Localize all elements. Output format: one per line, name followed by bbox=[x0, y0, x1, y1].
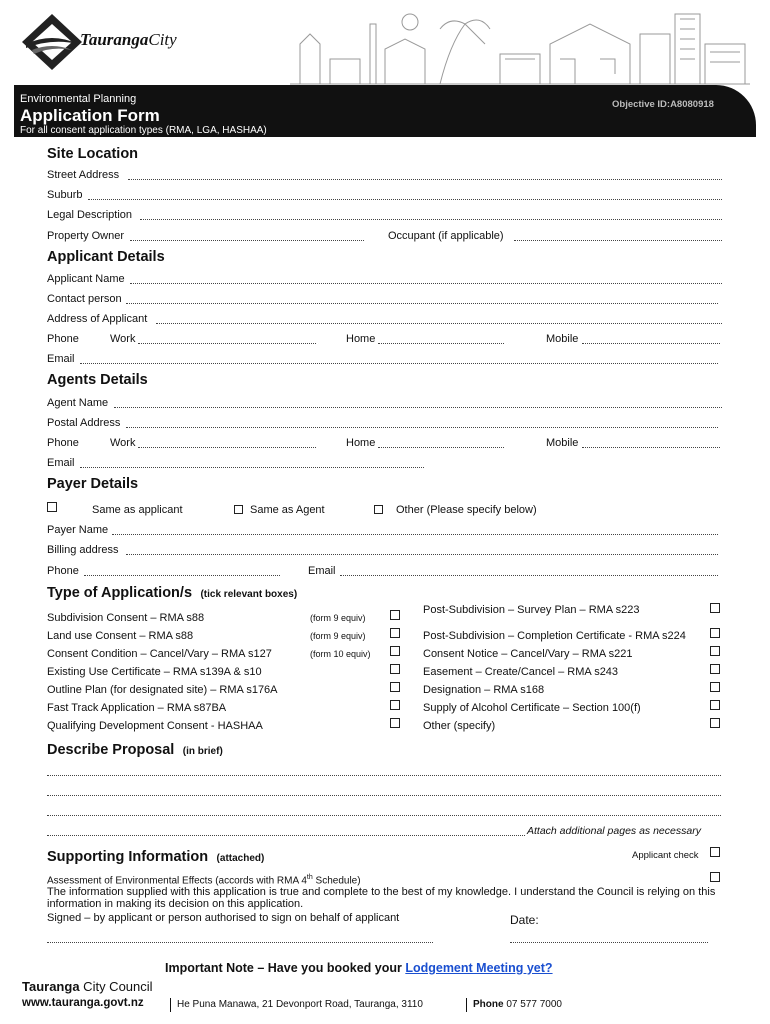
type-heading-text: Type of Application/s bbox=[47, 585, 193, 601]
type-right-checkbox[interactable] bbox=[710, 628, 720, 638]
applicant-home-label: Home bbox=[346, 333, 376, 345]
agent-mobile-field[interactable] bbox=[582, 447, 720, 448]
type-right-checkbox[interactable] bbox=[710, 682, 720, 692]
postal-address-label: Postal Address bbox=[47, 417, 121, 429]
logo-city: City bbox=[148, 30, 177, 49]
logo-mark-icon bbox=[22, 14, 82, 70]
type-left-form: (form 10 equiv) bbox=[310, 649, 371, 659]
type-left-label: Consent Condition – Cancel/Vary – RMA s127 bbox=[47, 648, 272, 660]
aee-end: Schedule) bbox=[312, 875, 361, 887]
footer-divider bbox=[466, 998, 467, 1012]
applicant-address-label: Address of Applicant bbox=[47, 313, 148, 325]
footer-phone bbox=[473, 999, 562, 1010]
type-right-label: Post-Subdivision – Survey Plan – RMA s223 bbox=[423, 604, 640, 616]
applicant-work-field[interactable] bbox=[138, 343, 316, 344]
applicant-work-label: Work bbox=[110, 333, 136, 345]
postal-address-field[interactable] bbox=[126, 427, 718, 428]
legal-description-field[interactable] bbox=[140, 219, 722, 220]
type-right-checkbox[interactable] bbox=[710, 700, 720, 710]
payer-name-field[interactable] bbox=[112, 534, 718, 535]
agents-details-heading: Agents Details bbox=[47, 372, 148, 388]
type-heading bbox=[47, 584, 297, 602]
signature-field[interactable] bbox=[47, 942, 433, 943]
agent-mobile-label: Mobile bbox=[546, 437, 579, 449]
suburb-label: Suburb bbox=[47, 189, 83, 201]
agent-work-field[interactable] bbox=[138, 447, 316, 448]
proposal-line[interactable] bbox=[47, 835, 525, 836]
proposal-line[interactable] bbox=[47, 795, 721, 796]
other-payer-checkbox[interactable] bbox=[374, 505, 383, 514]
applicant-mobile-label: Mobile bbox=[546, 333, 579, 345]
attach-note: Attach additional pages as necessary bbox=[527, 825, 701, 837]
supporting-heading bbox=[47, 848, 264, 866]
date-label: Date: bbox=[510, 913, 539, 927]
footer-phone-label: Phone bbox=[473, 999, 504, 1010]
applicant-email-label: Email bbox=[47, 353, 75, 365]
page-subtitle: For all consent application types (RMA, LGA, HASHAA) bbox=[20, 125, 267, 136]
street-address-field[interactable] bbox=[128, 179, 722, 180]
declaration-text: The information supplied with this application is true and complete to the best of my knowledge. I understand the Council is relying on this information in making its decision on this application. bbox=[47, 886, 716, 910]
agent-home-field[interactable] bbox=[378, 447, 504, 448]
agent-home-label: Home bbox=[346, 437, 376, 449]
footer-address: He Puna Manawa, 21 Devonport Road, Tauranga, 3110 bbox=[177, 999, 423, 1010]
type-right-label: Other (specify) bbox=[423, 720, 496, 732]
type-left-checkbox[interactable] bbox=[390, 718, 400, 728]
occupant-label: Occupant (if applicable) bbox=[388, 230, 504, 242]
header-illustration bbox=[290, 4, 750, 88]
proposal-heading-note: (in brief) bbox=[182, 746, 223, 757]
type-left-label: Existing Use Certificate – RMA s139A & s10 bbox=[47, 666, 262, 678]
applicant-details-heading: Applicant Details bbox=[47, 249, 165, 265]
supporting-heading-note: (attached) bbox=[216, 853, 265, 864]
billing-address-field[interactable] bbox=[126, 554, 718, 555]
proposal-line[interactable] bbox=[47, 775, 721, 776]
payer-phone-field[interactable] bbox=[84, 575, 280, 576]
proposal-heading bbox=[47, 741, 223, 759]
agent-phone-label: Phone bbox=[47, 437, 79, 449]
applicant-email-field[interactable] bbox=[80, 363, 718, 364]
payer-name-label: Payer Name bbox=[47, 524, 109, 536]
type-left-label: Subdivision Consent – RMA s88 bbox=[47, 612, 205, 624]
type-left-checkbox[interactable] bbox=[390, 664, 400, 674]
type-left-checkbox[interactable] bbox=[390, 700, 400, 710]
type-right-label: Easement – Create/Cancel – RMA s243 bbox=[423, 666, 619, 678]
footer-council bbox=[22, 979, 153, 994]
type-right-label: Designation – RMA s168 bbox=[423, 684, 545, 696]
supporting-heading-text: Supporting Information bbox=[47, 849, 209, 865]
aee-text bbox=[47, 874, 361, 886]
agent-email-label: Email bbox=[47, 457, 75, 469]
type-left-checkbox[interactable] bbox=[390, 610, 400, 620]
payer-details-heading: Payer Details bbox=[47, 476, 139, 492]
applicant-name-label: Applicant Name bbox=[47, 273, 125, 285]
type-right-checkbox[interactable] bbox=[710, 646, 720, 656]
type-left-checkbox[interactable] bbox=[390, 682, 400, 692]
payer-phone-label: Phone bbox=[47, 565, 79, 577]
contact-person-field[interactable] bbox=[126, 303, 718, 304]
property-owner-field[interactable] bbox=[130, 240, 364, 241]
street-address-label: Street Address bbox=[47, 169, 120, 181]
footer-divider bbox=[170, 998, 171, 1012]
footer-website[interactable]: www.tauranga.govt.nz bbox=[22, 997, 144, 1009]
footer-council-bold: Tauranga bbox=[22, 979, 80, 994]
agent-name-field[interactable] bbox=[114, 407, 722, 408]
type-left-checkbox[interactable] bbox=[390, 628, 400, 638]
type-heading-note: (tick relevant boxes) bbox=[200, 589, 298, 600]
payer-email-field[interactable] bbox=[340, 575, 718, 576]
applicant-address-field[interactable] bbox=[156, 323, 722, 324]
department-label: Environmental Planning bbox=[20, 93, 137, 105]
legal-description-label: Legal Description bbox=[47, 209, 132, 221]
occupant-field[interactable] bbox=[514, 240, 722, 241]
type-left-form: (form 9 equiv) bbox=[310, 613, 366, 623]
type-right-checkbox[interactable] bbox=[710, 664, 720, 674]
footer-phone-value: 07 577 7000 bbox=[506, 999, 562, 1010]
logo-text: Tauranga bbox=[80, 30, 149, 49]
applicant-mobile-field[interactable] bbox=[582, 343, 720, 344]
objective-id: Objective ID:A8080918 bbox=[612, 99, 714, 110]
same-as-agent-checkbox[interactable] bbox=[234, 505, 243, 514]
important-note-text: Important Note – Have you booked your bbox=[165, 961, 406, 975]
date-field[interactable] bbox=[510, 942, 708, 943]
billing-address-label: Billing address bbox=[47, 544, 119, 556]
site-location-heading: Site Location bbox=[47, 146, 139, 162]
agent-email-field[interactable] bbox=[80, 467, 424, 468]
logo bbox=[22, 14, 192, 70]
same-as-agent-label: Same as Agent bbox=[250, 504, 325, 516]
aee-sup: th bbox=[306, 874, 313, 881]
applicant-phone-label: Phone bbox=[47, 333, 79, 345]
applicant-check-label: Applicant check bbox=[632, 850, 699, 861]
other-payer-label: Other (Please specify below) bbox=[396, 504, 537, 516]
applicant-name-field[interactable] bbox=[130, 283, 722, 284]
page-title: Application Form bbox=[20, 106, 160, 125]
proposal-line[interactable] bbox=[47, 815, 721, 816]
important-note bbox=[165, 961, 553, 975]
lodgement-meeting-link[interactable]: Lodgement Meeting yet? bbox=[405, 961, 553, 975]
type-right-label: Supply of Alcohol Certificate – Section 100(f) bbox=[423, 702, 641, 714]
type-left-form: (form 9 equiv) bbox=[310, 631, 366, 641]
property-owner-label: Property Owner bbox=[47, 230, 125, 242]
footer-council-rest: City Council bbox=[79, 979, 153, 994]
type-left-label: Outline Plan (for designated site) – RMA s176A bbox=[47, 684, 278, 696]
proposal-heading-text: Describe Proposal bbox=[47, 742, 175, 758]
agent-work-label: Work bbox=[110, 437, 136, 449]
applicant-home-field[interactable] bbox=[378, 343, 504, 344]
aee-label: Assessment of Environmental Effects (accords with RMA 4 bbox=[47, 875, 307, 887]
contact-person-label: Contact person bbox=[47, 293, 122, 305]
aee-checkbox[interactable] bbox=[710, 872, 720, 882]
agent-name-label: Agent Name bbox=[47, 397, 109, 409]
same-as-applicant-label: Same as applicant bbox=[92, 504, 183, 516]
type-right-checkbox[interactable] bbox=[710, 603, 720, 613]
type-left-checkbox[interactable] bbox=[390, 646, 400, 656]
suburb-field[interactable] bbox=[88, 199, 722, 200]
type-right-label: Post-Subdivision – Completion Certificate - RMA s224 bbox=[423, 630, 686, 642]
applicant-check-checkbox[interactable] bbox=[710, 847, 720, 857]
payer-email-label: Email bbox=[308, 565, 336, 577]
type-right-checkbox[interactable] bbox=[710, 718, 720, 728]
type-left-label: Fast Track Application – RMA s87BA bbox=[47, 702, 227, 714]
type-right-label: Consent Notice – Cancel/Vary – RMA s221 bbox=[423, 648, 633, 660]
signed-label: Signed – by applicant or person authorised to sign on behalf of applicant bbox=[47, 912, 400, 924]
type-left-label: Land use Consent – RMA s88 bbox=[47, 630, 194, 642]
type-left-label: Qualifying Development Consent - HASHAA bbox=[47, 720, 263, 732]
same-as-applicant-checkbox[interactable] bbox=[47, 502, 57, 512]
